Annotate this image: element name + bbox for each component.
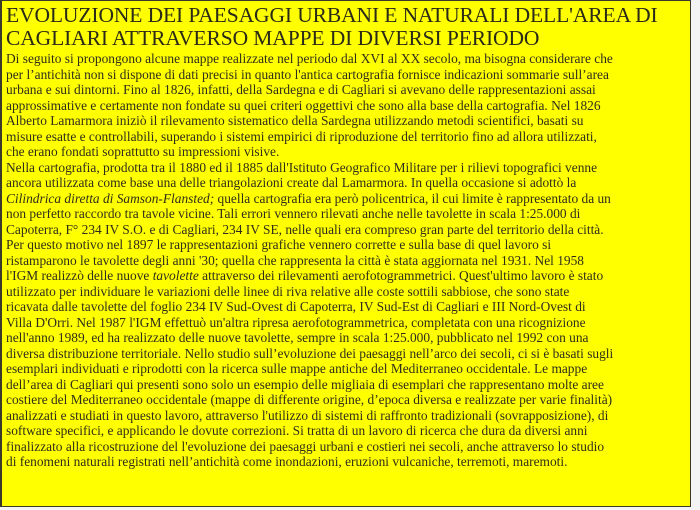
body-text-line <box>6 82 690 98</box>
text-segment: costiere del Mediterraneo occidentale (mappe di differente origine, d’epoca diversa e realizzate per varie finalità) <box>6 392 613 407</box>
text-segment: misure esatte e controllabili, superando i sistemi empirici di riproduzione del territorio fino ad allora utilizzati, <box>6 128 597 144</box>
body-text-line <box>6 67 690 83</box>
text-segment: quella cartografia era però policentrica, il cui limite è rappresentato da un <box>214 190 611 206</box>
body-text-line <box>6 191 690 207</box>
text-segment: nell'anno 1989, ed ha realizzato delle nuove tavolette, sempre in scala 1:25.000, pubblicato nel 1992 con una <box>6 330 589 345</box>
body-text-line <box>6 284 690 300</box>
title-line-2: CAGLIARI ATTRAVERSO MAPPE DI DIVERSI PERIODO <box>6 26 540 50</box>
text-segment: dell’area di Cagliari qui presenti sono solo un esempio delle migliaia di esemplari che rappresentano molte aree <box>6 376 604 392</box>
body-text-line <box>6 392 690 408</box>
body-text-line <box>6 454 690 470</box>
text-segment: non perfetto raccordo tra tavole vicine. Tali errori vennero rilevati anche nelle tavolette in scala 1:25.000 di <box>6 206 581 221</box>
body-text-line <box>6 237 690 253</box>
body-text-line <box>6 222 690 238</box>
body-text-line <box>6 299 690 315</box>
document-title <box>2 1 690 50</box>
text-segment: di fenomeni naturali registrati nell’antichità come inondazioni, eruzioni vulcaniche, terremoti, maremoti. <box>6 454 568 469</box>
body-text-line <box>6 206 690 222</box>
text-segment: attraverso dei rilevamenti aerofotogrammetrici. Quest'ultimo lavoro è stato <box>198 268 604 283</box>
text-segment: approssimative e certamente non fondate su quei criteri oggettivi che sono alla base della cartografia. Nel 1826 <box>6 97 601 113</box>
body-text-line <box>6 346 690 362</box>
text-segment: Alberto Lamarmora iniziò il rilevamento sistematico della Sardegna utilizzando metodi scientifici, basati su <box>6 113 584 128</box>
body-text-line <box>6 175 690 191</box>
text-segment: finalizzato alla ricostruzione del l'evoluzione dei paesaggi urbani e costieri nei secoli, anche attraverso lo studio <box>6 438 605 454</box>
italic-term: tavolette <box>152 268 199 283</box>
text-segment: Di seguito si propongono alcune mappe realizzate nel periodo dal XVI al XX secolo, ma bisogna considerare che <box>6 51 613 66</box>
body-text-line <box>6 423 690 439</box>
text-segment: Capoterra, F° 234 IV S.O. e di Cagliari, 234 IV SE, nelle quali era compreso gran parte del territorio della città. <box>6 221 604 237</box>
text-segment: l'IGM realizzò delle nuove <box>6 268 153 283</box>
text-segment: diversa distribuzione territoriale. Nello studio sull’evoluzione dei paesaggi nell’arco dei secoli, ci si è basati sugli <box>6 345 614 361</box>
text-segment: ancora utilizzata come base una delle triangolazioni create dal Lamarmora. In quella occasione si adottò la <box>6 175 577 190</box>
text-segment: esemplari individuati e riprodotti con la ricerca sulle mappe antiche del Mediterraneo occidentale. Le mappe <box>6 361 588 376</box>
body-text-line <box>6 408 690 424</box>
body-text-line <box>6 330 690 346</box>
body-text-line <box>6 315 690 331</box>
document-body <box>2 50 690 470</box>
body-text-line <box>6 361 690 377</box>
text-segment: che erano fondati soprattutto su impressioni visive. <box>6 144 280 159</box>
text-segment: software specifici, e applicando le dovute correzioni. Si tratta di un lavoro di ricerca che dura da diversi anni <box>6 423 588 438</box>
body-text-line <box>6 160 690 176</box>
body-text-line <box>6 268 690 284</box>
body-text-line <box>6 113 690 129</box>
text-segment: per l’antichità non si dispone di dati precisi in quanto l'antica cartografia fornisce indicazioni sommarie sull’area <box>6 66 609 82</box>
title-line-1: EVOLUZIONE DEI PAESAGGI URBANI E NATURALI DELL'AREA DI <box>6 3 658 27</box>
body-text-line <box>6 98 690 114</box>
body-text-line <box>6 439 690 455</box>
text-segment: Villa D'Orri. Nel 1987 l'IGM effettuò un'altra ripresa aerofotogrammetrica, completata con una ricognizione <box>6 314 586 330</box>
text-segment: ristamparono le tavolette degli anni '30; quella che rappresenta la città è stata aggiornata nel 1931. Nel 1958 <box>6 252 585 268</box>
text-segment: Nella cartografia, prodotta tra il 1880 ed il 1885 dall'Istituto Geografico Militare per i rilievi topografici venne <box>6 159 598 175</box>
body-text-line <box>6 253 690 269</box>
text-segment: ricavata dalle tavolette del foglio 234 IV Sud-Ovest di Capoterra, IV Sud-Est di Cagliari e III Nord-Ovest di <box>6 299 586 314</box>
text-segment: utilizzato per individuare le variazioni delle linee di riva relative alle coste sottili sabbiose, che sono state <box>6 283 570 299</box>
body-text-line <box>6 144 690 160</box>
body-text-line <box>6 129 690 145</box>
body-text-line <box>6 377 690 393</box>
italic-term: Cilindrica diretta di Samson-Flansted; <box>6 190 215 206</box>
text-segment: analizzati e studiati in questo lavoro, attraverso l'utilizzo di sistemi di raffronto tradizionali (sovrapposizione), di <box>6 407 609 423</box>
text-segment: Per questo motivo nel 1897 le rappresentazioni grafiche vennero corrette e sulla base di quel lavoro si <box>6 237 552 252</box>
text-segment: urbana e sui dintorni. Fino al 1826, infatti, della Sardegna e di Cagliari si avevano delle rappresentazioni assai <box>6 82 596 97</box>
body-text-line <box>6 51 690 67</box>
